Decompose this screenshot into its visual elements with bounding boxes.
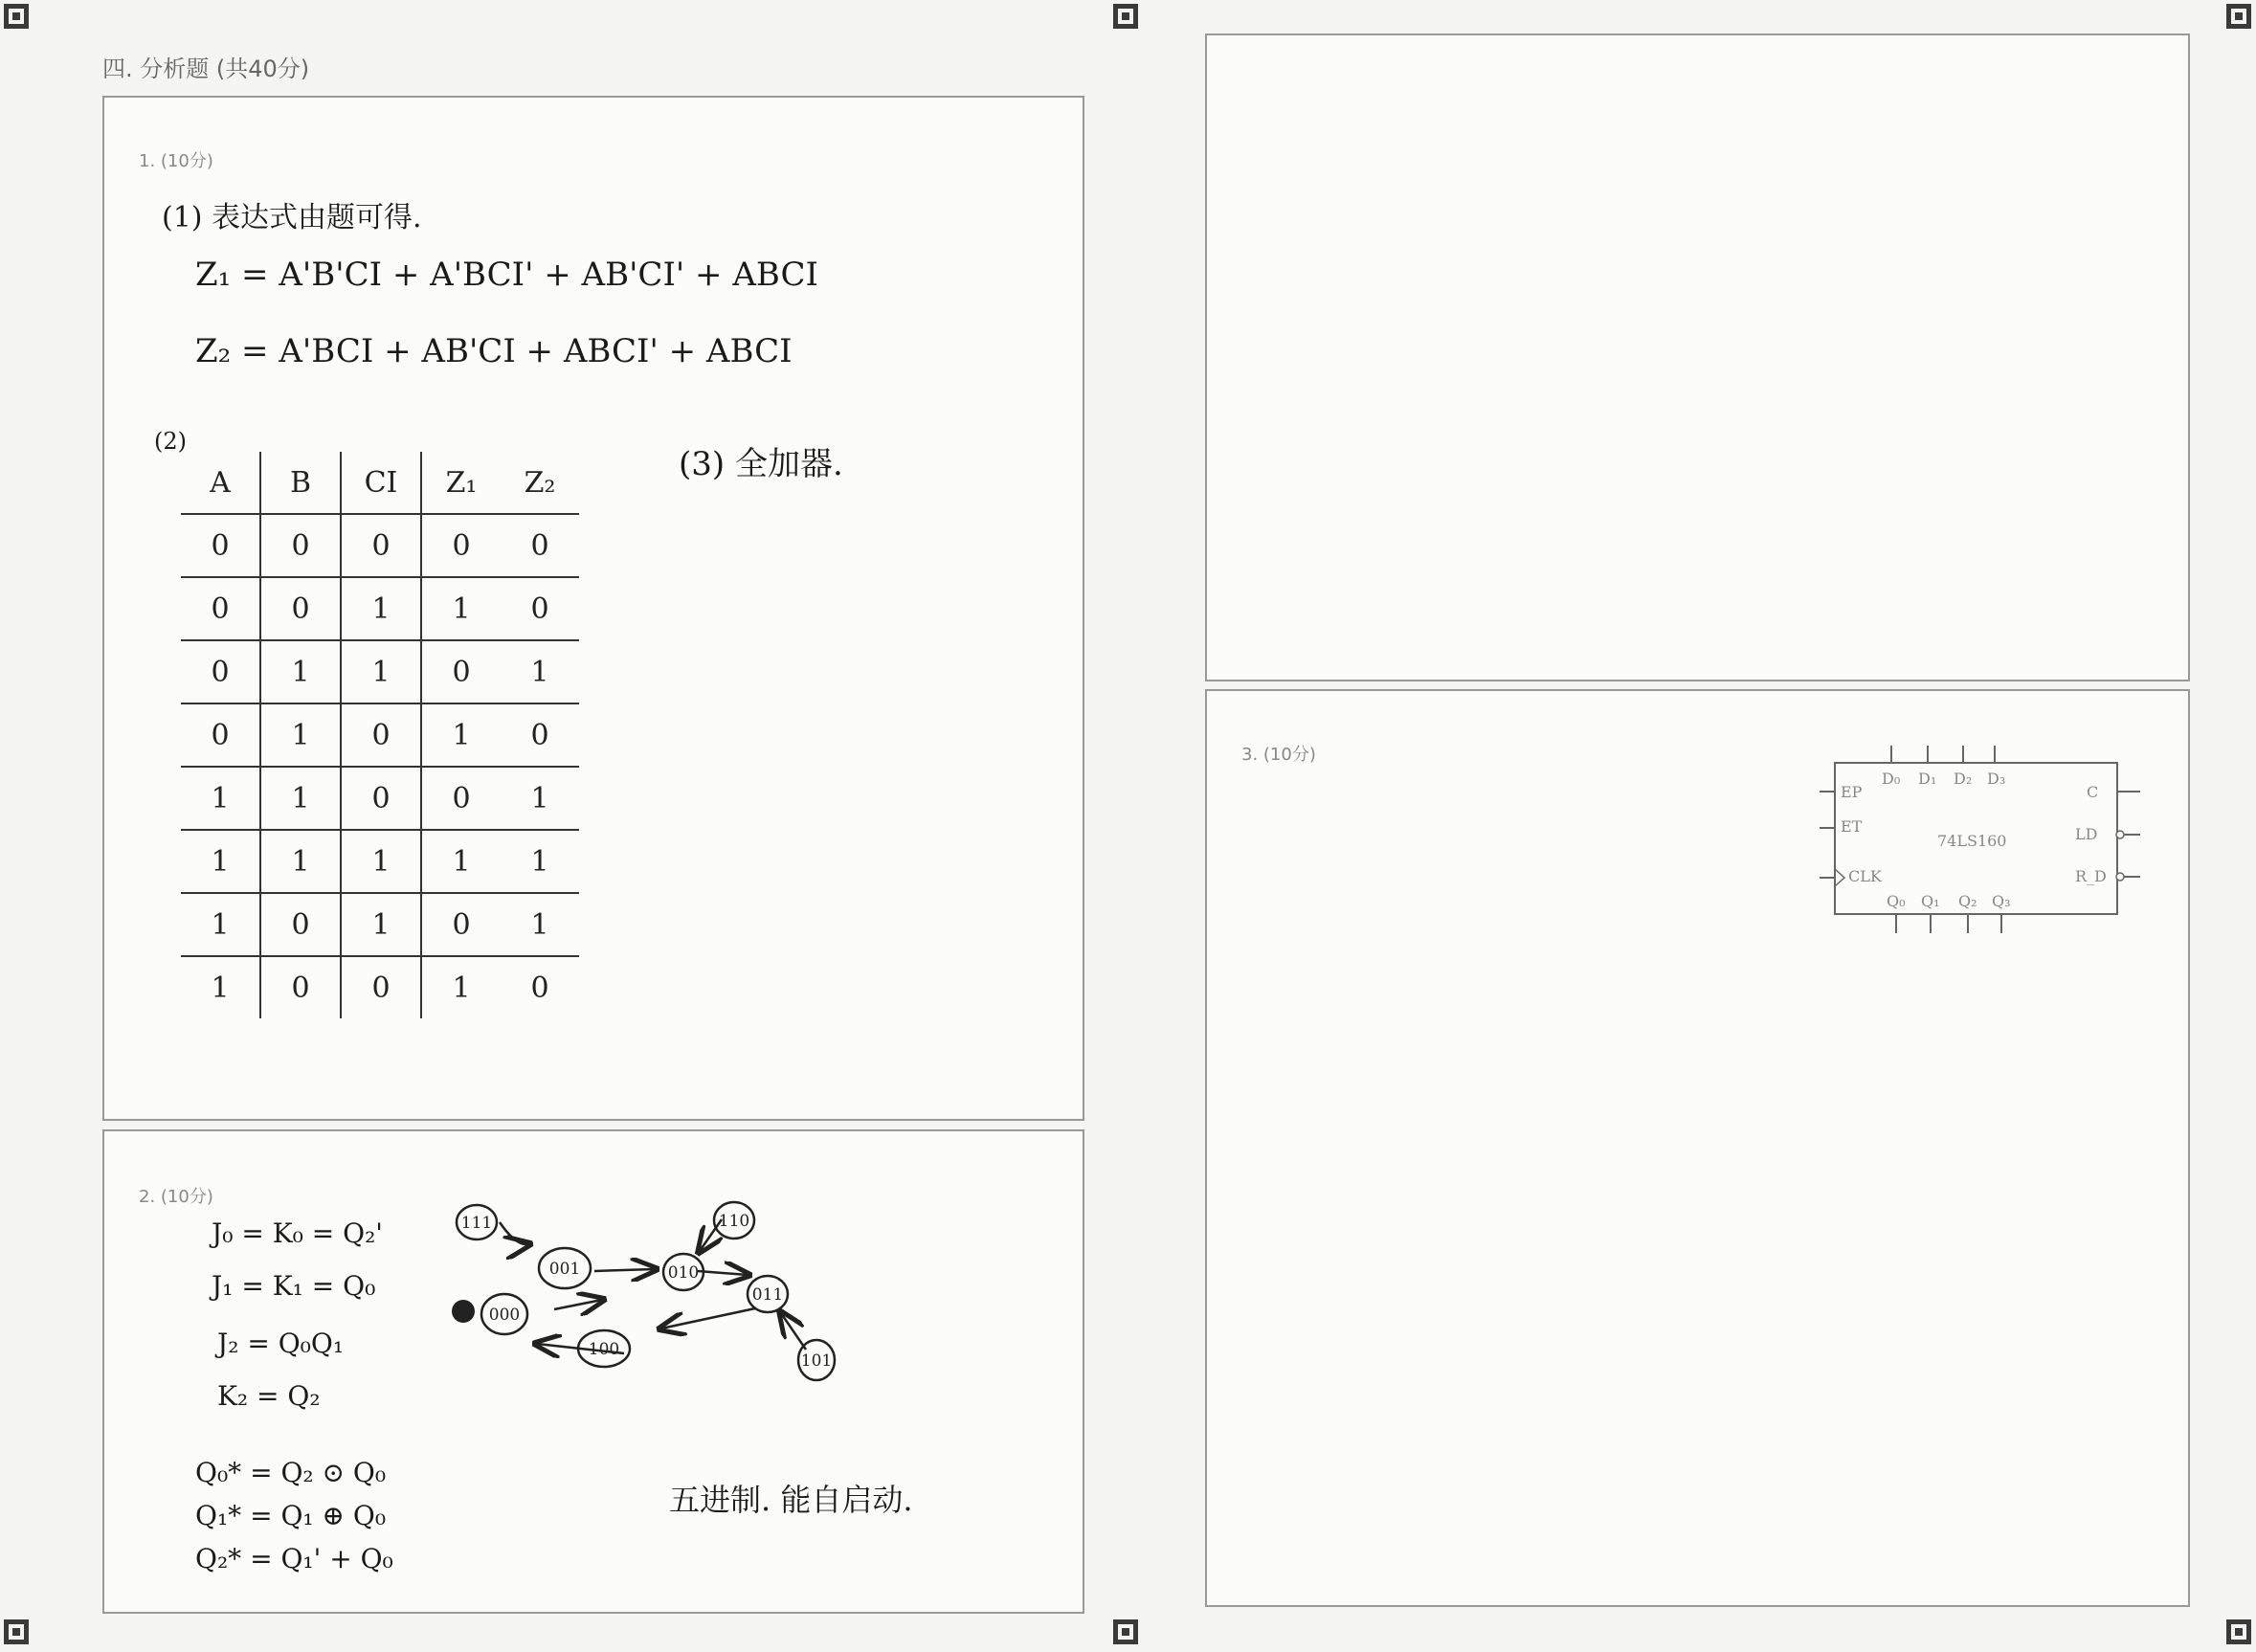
table-cell: 0 xyxy=(501,514,579,577)
pin-label-d3: D₃ xyxy=(1987,770,2006,788)
header-b: B xyxy=(260,452,341,514)
pin-label-ld: LD xyxy=(2075,825,2098,843)
table-cell: 0 xyxy=(501,577,579,640)
table-row xyxy=(181,956,579,1018)
transition-arrow xyxy=(781,1313,806,1350)
table-cell: 0 xyxy=(260,514,341,577)
table-row xyxy=(181,577,579,640)
state-label-100: 100 xyxy=(588,1340,620,1359)
part1-label: (1) 表达式由题可得. xyxy=(162,201,422,234)
table-cell: 0 xyxy=(181,514,260,577)
pin-label-q2: Q₂ xyxy=(1958,892,1977,910)
state-label-101: 101 xyxy=(800,1351,833,1371)
pin-label-ep: EP xyxy=(1841,783,1863,801)
state-label-000: 000 xyxy=(488,1306,521,1325)
table-cell: 1 xyxy=(501,830,579,893)
pin-label-d1: D₁ xyxy=(1918,770,1937,788)
table-cell: 0 xyxy=(421,640,501,703)
header-ci: CI xyxy=(341,452,421,514)
answer-box-q3 xyxy=(1205,689,2190,1607)
section-title: 四. 分析题 (共40分) xyxy=(102,56,310,82)
question-number: 2. (10分) xyxy=(139,1187,213,1207)
table-cell: 0 xyxy=(341,956,421,1018)
z1-expression: Z₁ = A'B'CI + A'BCI' + AB'CI' + ABCI xyxy=(195,256,818,294)
table-cell: 1 xyxy=(181,893,260,956)
equation-j0: J₀ = K₀ = Q₂' xyxy=(212,1217,383,1249)
transition-arrow xyxy=(698,1271,748,1275)
table-cell: 0 xyxy=(181,640,260,703)
table-cell: 1 xyxy=(421,830,501,893)
table-row xyxy=(181,514,579,577)
table-cell: 1 xyxy=(260,703,341,767)
truth-table xyxy=(181,452,579,1018)
chip-name: 74LS160 xyxy=(1937,832,2007,850)
state-label-001: 001 xyxy=(548,1260,581,1279)
chip-74ls160 xyxy=(1820,744,2145,935)
answer-box-q2 xyxy=(102,1129,1084,1614)
part2-label: (2) xyxy=(154,428,187,455)
header-z2: Z₂ xyxy=(501,452,579,514)
pin-label-d2: D₂ xyxy=(1954,770,1973,788)
corner-marker-bottom-left xyxy=(4,1619,29,1644)
table-row xyxy=(181,830,579,893)
pin-label-clk: CLK xyxy=(1848,867,1882,885)
equation-j2: J₂ = Q₀Q₁ xyxy=(217,1328,345,1359)
table-row xyxy=(181,703,579,767)
corner-marker-bottom-right xyxy=(2226,1619,2251,1644)
transition-arrow xyxy=(594,1269,655,1271)
table-cell: 1 xyxy=(341,577,421,640)
table-cell: 0 xyxy=(530,971,549,1005)
corner-marker-bottom-center xyxy=(1113,1619,1138,1644)
table-cell: 1 xyxy=(501,767,579,830)
table-cell: 0 xyxy=(421,514,501,577)
next-state-q1: Q₁* = Q₁ ⊕ Q₀ xyxy=(195,1500,387,1531)
corner-marker-top-center xyxy=(1113,4,1138,29)
table-cell: 1 xyxy=(421,703,501,767)
table-cell: 0 xyxy=(181,577,260,640)
transition-arrow xyxy=(554,1300,602,1309)
table-row xyxy=(181,767,579,830)
truth-table-header xyxy=(181,452,579,514)
table-cell: 1 xyxy=(341,830,421,893)
table-cell: 1 xyxy=(260,640,341,703)
next-state-q0: Q₀* = Q₂ ⊙ Q₀ xyxy=(195,1457,387,1488)
table-cell: 1 xyxy=(501,893,579,956)
pin-label-rd: R_D xyxy=(2075,867,2107,885)
answer-box-blank xyxy=(1205,33,2190,681)
state-label-110: 110 xyxy=(718,1212,750,1231)
table-row xyxy=(181,893,579,956)
table-cell: 1 xyxy=(260,830,341,893)
pin-label-c: C xyxy=(2087,783,2099,801)
corner-marker-top-left xyxy=(4,4,29,29)
header-z1: Z₁ xyxy=(421,452,501,514)
equation-k2: K₂ = Q₂ xyxy=(217,1380,321,1412)
equation-j1: J₁ = K₁ = Q₀ xyxy=(212,1270,376,1302)
table-cell: 0 xyxy=(341,703,421,767)
table-cell: 1 xyxy=(181,956,260,1018)
initial-state-dot xyxy=(452,1300,475,1323)
corner-marker-top-right xyxy=(2226,4,2251,29)
pin-label-q3: Q₃ xyxy=(1992,892,2011,910)
pin-label-et: ET xyxy=(1841,817,1863,836)
table-row xyxy=(181,640,579,703)
transition-arrow xyxy=(661,1308,755,1328)
question-number: 3. (10分) xyxy=(1241,745,1316,765)
table-cell: 1 xyxy=(260,767,341,830)
state-label-010: 010 xyxy=(667,1263,700,1283)
table-cell: 0 xyxy=(341,767,421,830)
table-cell: 0 xyxy=(421,893,501,956)
transition-arrow xyxy=(500,1222,528,1244)
table-cell: 1 xyxy=(501,640,579,703)
pin-label-d0: D₀ xyxy=(1882,770,1901,788)
table-cell: 1 xyxy=(181,767,260,830)
question-number: 1. (10分) xyxy=(139,151,213,171)
header-a: A xyxy=(181,452,260,514)
pin-label-q1: Q₁ xyxy=(1921,892,1940,910)
part3-label: (3) 全加器. xyxy=(679,445,843,483)
z2-expression: Z₂ = A'BCI + AB'CI + ABCI' + ABCI xyxy=(195,332,793,370)
table-cell: 0 xyxy=(181,703,260,767)
table-cell: 1 xyxy=(421,577,501,640)
table-cell: 0 xyxy=(501,703,579,767)
table-cell: 0 xyxy=(341,514,421,577)
state-diagram xyxy=(104,1131,1083,1612)
state-label-011: 011 xyxy=(751,1285,784,1305)
table-cell: 1 xyxy=(452,971,471,1005)
table-cell: 0 xyxy=(421,767,501,830)
answer-box-q1 xyxy=(102,96,1084,1121)
table-cell: 0 xyxy=(260,956,341,1018)
table-cell: 1 xyxy=(181,830,260,893)
state-label-111: 111 xyxy=(460,1214,493,1233)
table-cell: 0 xyxy=(260,577,341,640)
pin-label-q0: Q₀ xyxy=(1887,892,1906,910)
next-state-q2: Q₂* = Q₁' + Q₀ xyxy=(195,1543,393,1574)
conclusion-text: 五进制. 能自启动. xyxy=(669,1482,913,1518)
table-cell: 1 xyxy=(341,640,421,703)
table-cell: 0 xyxy=(260,893,341,956)
table-cell: 1 xyxy=(341,893,421,956)
